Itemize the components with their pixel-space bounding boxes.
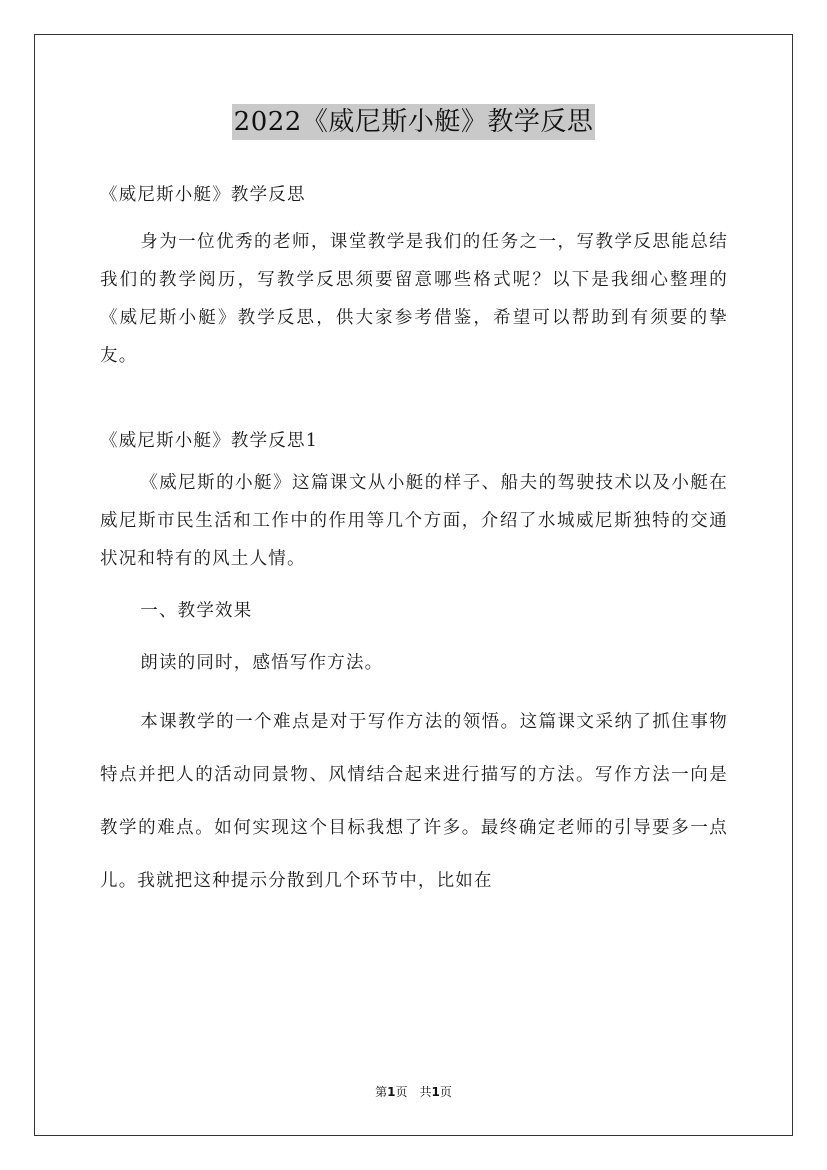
- page-mid: 页: [395, 1085, 408, 1099]
- section-heading: 《威尼斯小艇》教学反思1: [100, 431, 319, 451]
- intro-paragraph: 身为一位优秀的老师，课堂教学是我们的任务之一，写教学反思能总结我们的教学阅历，写教学反思须要留意哪些格式呢？以下是我细心整理的《威尼斯小艇》教学反思，供大家参考借鉴，希望可以帮助到有须要的挚友。: [100, 232, 728, 366]
- point-1: 朗读的同时，感悟写作方法。: [140, 653, 384, 673]
- paragraph-2: 本课教学的一个难点是对于写作方法的领悟。这篇课文采纳了抓住事物特点并把人的活动同景物、风情结合起来进行描写的方法。写作方法一向是教学的难点。如何实现这个目标我想了许多。最终确定老师的引导要多一点儿。我就把这种提示分散到几个环节中，比如在: [100, 712, 728, 891]
- page-prefix: 第: [375, 1085, 388, 1099]
- subtitle-line: 《威尼斯小艇》教学反思: [100, 185, 306, 205]
- total-prefix: 共: [419, 1085, 432, 1099]
- effect-heading: 一、教学效果: [140, 601, 253, 621]
- page-total: 1: [431, 1085, 440, 1099]
- page-footer: [0, 1083, 827, 1100]
- document-title: 2022《威尼斯小艇》教学反思: [232, 104, 596, 140]
- page-current: 1: [387, 1085, 396, 1099]
- total-suffix: 页: [439, 1085, 452, 1099]
- paragraph-1: 《威尼斯的小艇》这篇课文从小艇的样子、船夫的驾驶技术以及小艇在威尼斯市民生活和工作中的作用等几个方面，介绍了水城威尼斯独特的交通状况和特有的风土人情。: [100, 473, 728, 569]
- document-body: [100, 176, 728, 908]
- title-container: [0, 104, 827, 140]
